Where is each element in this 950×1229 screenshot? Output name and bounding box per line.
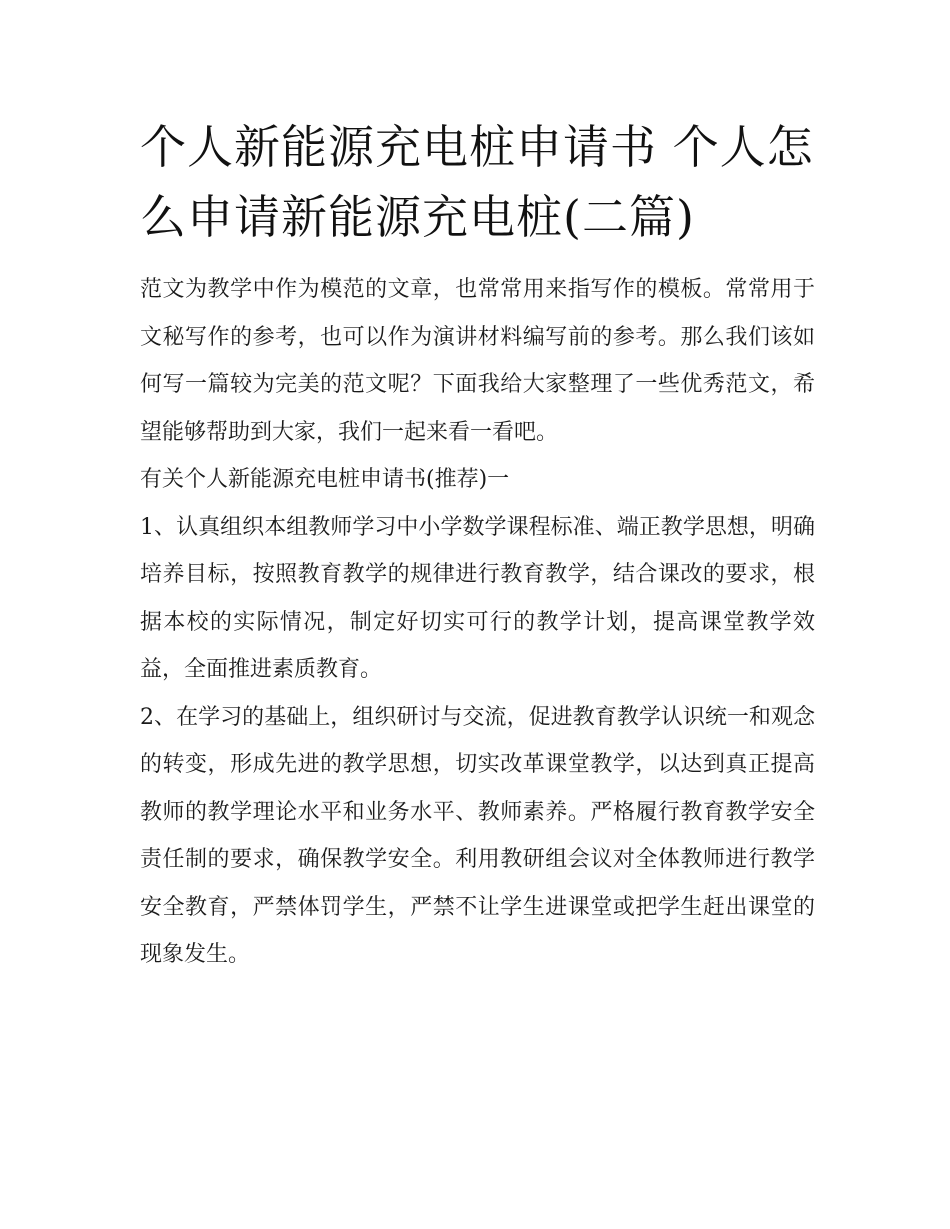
- list-item-1: 1、认真组织本组教师学习中小学数学课程标准、端正教学思想，明确培养目标，按照教育教学的规律进行教育教学，结合课改的要求，根据本校的实际情况，制定好切实可行的教学计划，提高课堂教学效益，全面推进素质教育。: [140, 514, 815, 682]
- intro-paragraph: 范文为教学中作为模范的文章，也常常用来指写作的模板。常常用于文秘写作的参考，也可以作为演讲材料编写前的参考。那么我们该如何写一篇较为完美的范文呢？下面我给大家整理了一些优秀范文，希望能够帮助到大家，我们一起来看一看吧。: [140, 277, 815, 445]
- document-title: 个人新能源充电桩申请书 个人怎么申请新能源充电桩(二篇): [140, 120, 814, 244]
- document-body: [140, 112, 815, 979]
- list-item-2: 2、在学习的基础上，组织研讨与交流，促进教育教学认识统一和观念的转变，形成先进的教学思想，切实改革课堂教学，以达到真正提高教师的教学理论水平和业务水平、教师素养。严格履行教育教学安全责任制的要求，确保教学安全。利用教研组会议对全体教师进行教学安全教育，严禁体罚学生，严禁不让学生进课堂或把学生赶出课堂的现象发生。: [140, 704, 815, 967]
- section-heading: 有关个人新能源充电桩申请书(推荐)一: [140, 467, 510, 492]
